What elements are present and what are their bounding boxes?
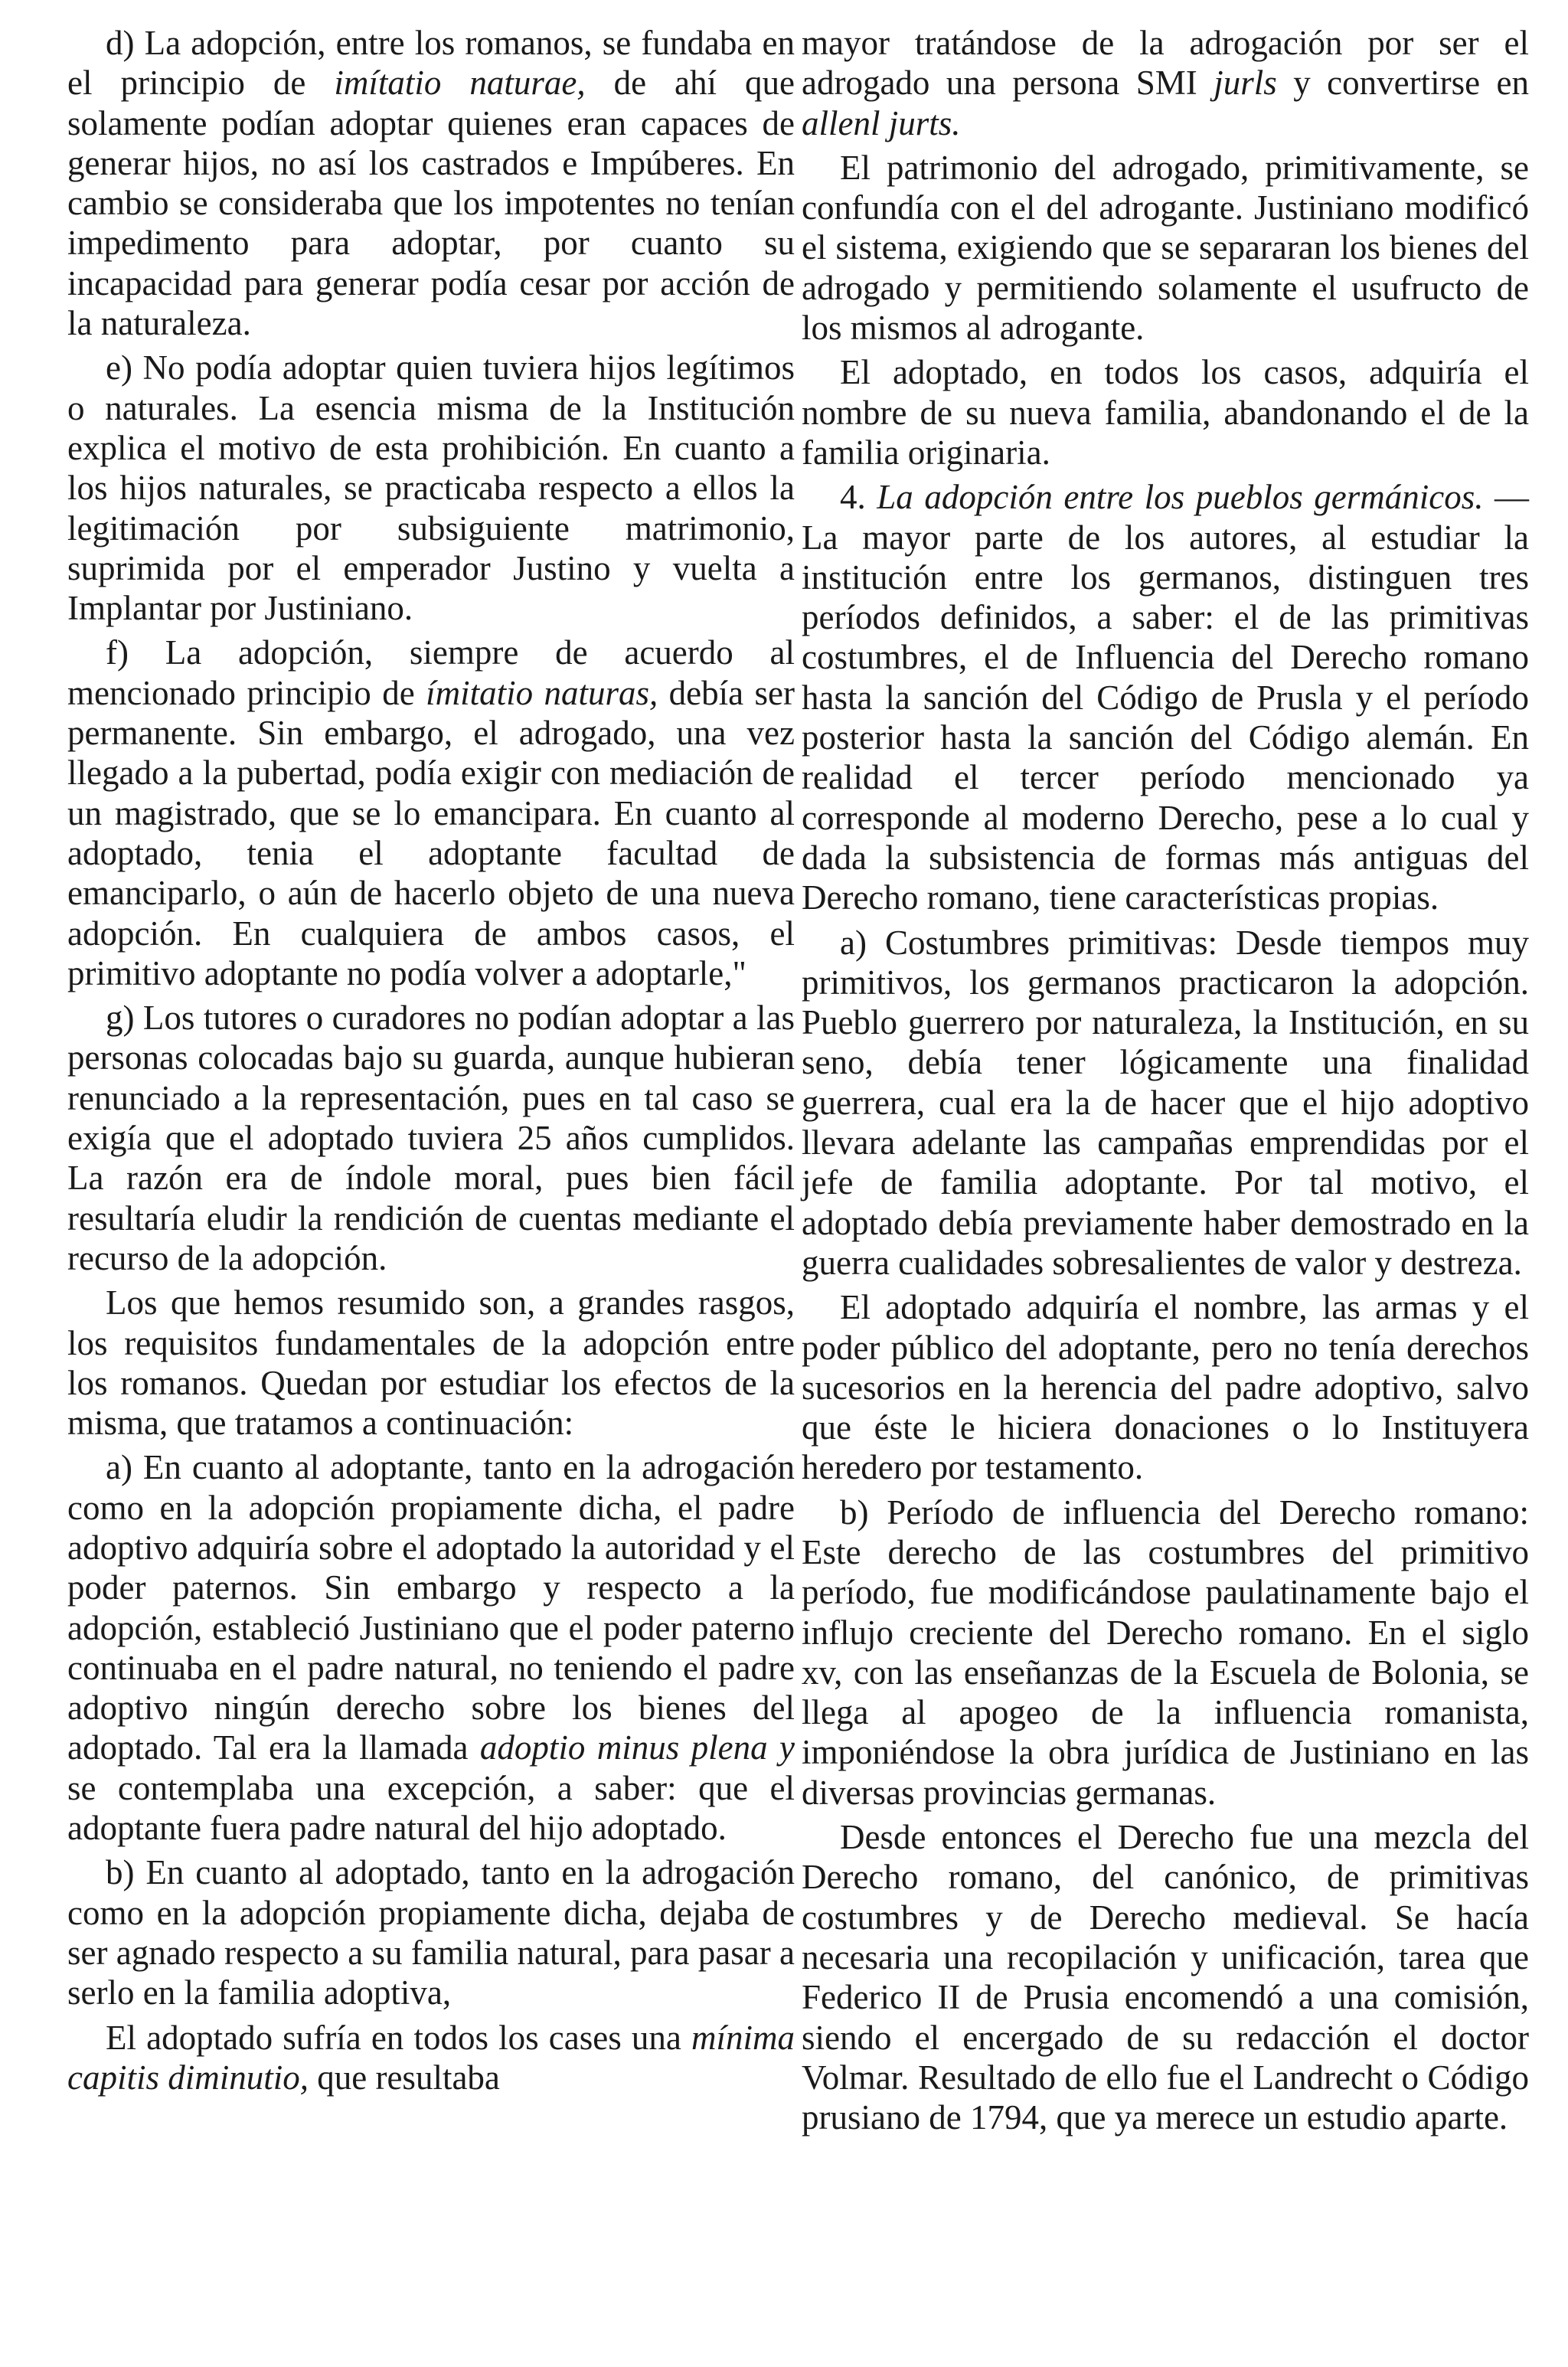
latin-term: adoptio minus plena y [479, 1728, 795, 1767]
section-number: 4. [840, 478, 877, 517]
paragraph-text: f) La adopción, siempre de acuerdo al mencionado principio de [67, 633, 795, 712]
paragraph-costumbres: a) Costumbres primitivas: Desde tiempos muy primitivos, los germanos practicaron la adopción. Pueblo guerrero por naturaleza, la Institución, en su seno, debía tener lógicamente una finalidad guerrera, cual era la de hacer que el hijo adoptivo llevara adelante las campañas emprendidas por el jefe de familia adoptante. Por tal motivo, el adoptado debía previamente haber demostrado en la guerra cualidades sobresalientes de valor y destreza. [802, 923, 1529, 1282]
paragraph-text: — La mayor parte de los autores, al estudiar la institución entre los germanos, distinguen tres períodos definidos, a saber: el de las primitivas costumbres, el de Influencia del Derecho romano hasta la sanción del Código de Prusla y el período posterior hasta la sanción del Código alemán. En realidad el tercer período mencionado ya corresponde al moderno Derecho, pese a lo cual y dada la subsistencia de formas más antiguas del Derecho romano, tiene características propias. [802, 478, 1529, 917]
paragraph-derechos: El adoptado adquiría el nombre, las armas y el poder público del adoptante, pero no tenía derechos sucesorios en la herencia del padre adoptivo, salvo que éste le hiciera donaciones o lo Instituyera heredero por testamento. [802, 1288, 1529, 1487]
latin-term: mínima capitis diminutio, [67, 2018, 795, 2097]
paragraph-text: que resultaba [309, 2058, 500, 2097]
latin-term: jurls [1214, 64, 1277, 103]
paragraph-text: de ahí que solamente podían adoptar quienes eran capaces de generar hijos, no así los castrados e Impúberes. En cambio se consideraba que los impotentes no tenían impedimento para adoptar, por cuanto su incapacidad para generar podía cesar por acción de la naturaleza. [67, 64, 795, 343]
paragraph-text: a) En cuanto al adoptante, tanto en la adrogación como en la adopción propiamente dicha, el padre adoptivo adquiría sobre el adoptado la autoridad y el poder paternos. Sin embargo y respecto a la adopción, estableció Justiniano que el poder paterno continuaba en el padre natural, no teniendo el padre adoptivo ningún derecho sobre los bienes del adoptado. Tal era la llamada [67, 1448, 795, 1767]
paragraph-text: debía ser permanente. Sin embargo, el adrogado, una vez llegado a la pubertad, podía exigir con mediación de un magistrado, que se lo emancipara. En cuanto al adoptado, tenia el adoptante facultad de emanciparlo, o aún de hacerlo objeto de una nueva adopción. En cualquiera de ambos casos, el primitivo adoptante no podía volver a adoptarle," [67, 673, 795, 992]
paragraph-d [67, 23, 795, 343]
latin-term: ímitatio naturas, [426, 673, 658, 712]
section-heading: La adopción entre los pueblos germánicos. [877, 478, 1484, 517]
paragraph-effects-b: b) En cuanto al adoptado, tanto en la adrogación como en la adopción propiamente dicha, dejaba de ser agnado respecto a su familia natural, para pasar a serlo en la familia adoptiva, [67, 1853, 795, 2012]
paragraph-capitis [67, 2018, 795, 2098]
paragraph-landrecht: Desde entonces el Derecho fue una mezcla del Derecho romano, del canónico, de primitivas costumbres y de Derecho medieval. Se hacía necesaria una recopilación y unificación, tarea que Federico II de Prusia encomendó a una comisión, siendo el encergado de su redacción el doctor Volmar. Resultado de ello fue el Landrecht o Código prusiano de 1794, que ya merece un estudio aparte. [802, 1818, 1529, 2137]
paragraph-text: se contemplaba una excepción, a saber: que el adoptante fuera padre natural del hijo adoptado. [67, 1768, 795, 1848]
right-column [802, 23, 1529, 2142]
paragraph-text: mayor tratándose de la adrogación por ser el adrogado una persona SMI [802, 24, 1529, 103]
paragraph-f [67, 633, 795, 993]
paragraph-influencia: b) Período de influencia del Derecho romano: Este derecho de las costumbres del primitivo período, fue modificándose paulatinamente bajo el influjo creciente del Derecho romano. En el siglo xv, con las enseñanzas de la Escuela de Bolonia, se llega al apogeo de la influencia romanista, imponiéndose la obra jurídica de Justiniano en las diversas provincias germanas. [802, 1492, 1529, 1812]
paragraph-text: El adoptado sufría en todos los cases una [106, 2018, 691, 2057]
paragraph-nombre: El adoptado, en todos los casos, adquiría el nombre de su nueva familia, abandonando el de la familia originaria. [802, 353, 1529, 472]
paragraph-summary: Los que hemos resumido son, a grandes rasgos, los requisitos fundamentales de la adopción entre los romanos. Quedan por estudiar los efectos de la misma, que tratamos a continuación: [67, 1283, 795, 1443]
paragraph-g: g) Los tutores o curadores no podían adoptar a las personas colocadas bajo su guarda, aunque hubieran renunciado a la representación, pues en tal caso se exigía que el adoptado tuviera 25 años cumplidos. La razón era de índole moral, pues bien fácil resultaría eludir la rendición de cuentas mediante el recurso de la adopción. [67, 999, 795, 1277]
paragraph-effects-a [67, 1447, 795, 1848]
paragraph-continuation [802, 23, 1529, 143]
left-column [67, 23, 795, 2102]
paragraph-e: e) No podía adoptar quien tuviera hijos legítimos o naturales. La esencia misma de la Institución explica el motivo de esta prohibición. En cuanto a los hijos naturales, se practicaba respecto a ellos la legitimación por subsiguiente matrimonio, suprimida por el emperador Justino y vuelta a Implantar por Justiniano. [67, 348, 795, 628]
latin-term: imítatio naturae, [334, 64, 586, 103]
paragraph-patrimonio: El patrimonio del adrogado, primitivamente, se confundía con el del adrogante. Justiniano modificó el sistema, exigiendo que se separaran los bienes del adrogado y permitiendo solamente el usufructo de los mismos al adrogante. [802, 148, 1529, 348]
paragraph-text: y convertirse en [1276, 64, 1530, 103]
section-germanic-adoption [802, 477, 1529, 917]
latin-term: allenl jurts. [802, 103, 961, 142]
paragraph-text: d) La adopción, entre los romanos, se fundaba en el principio de [67, 24, 795, 103]
